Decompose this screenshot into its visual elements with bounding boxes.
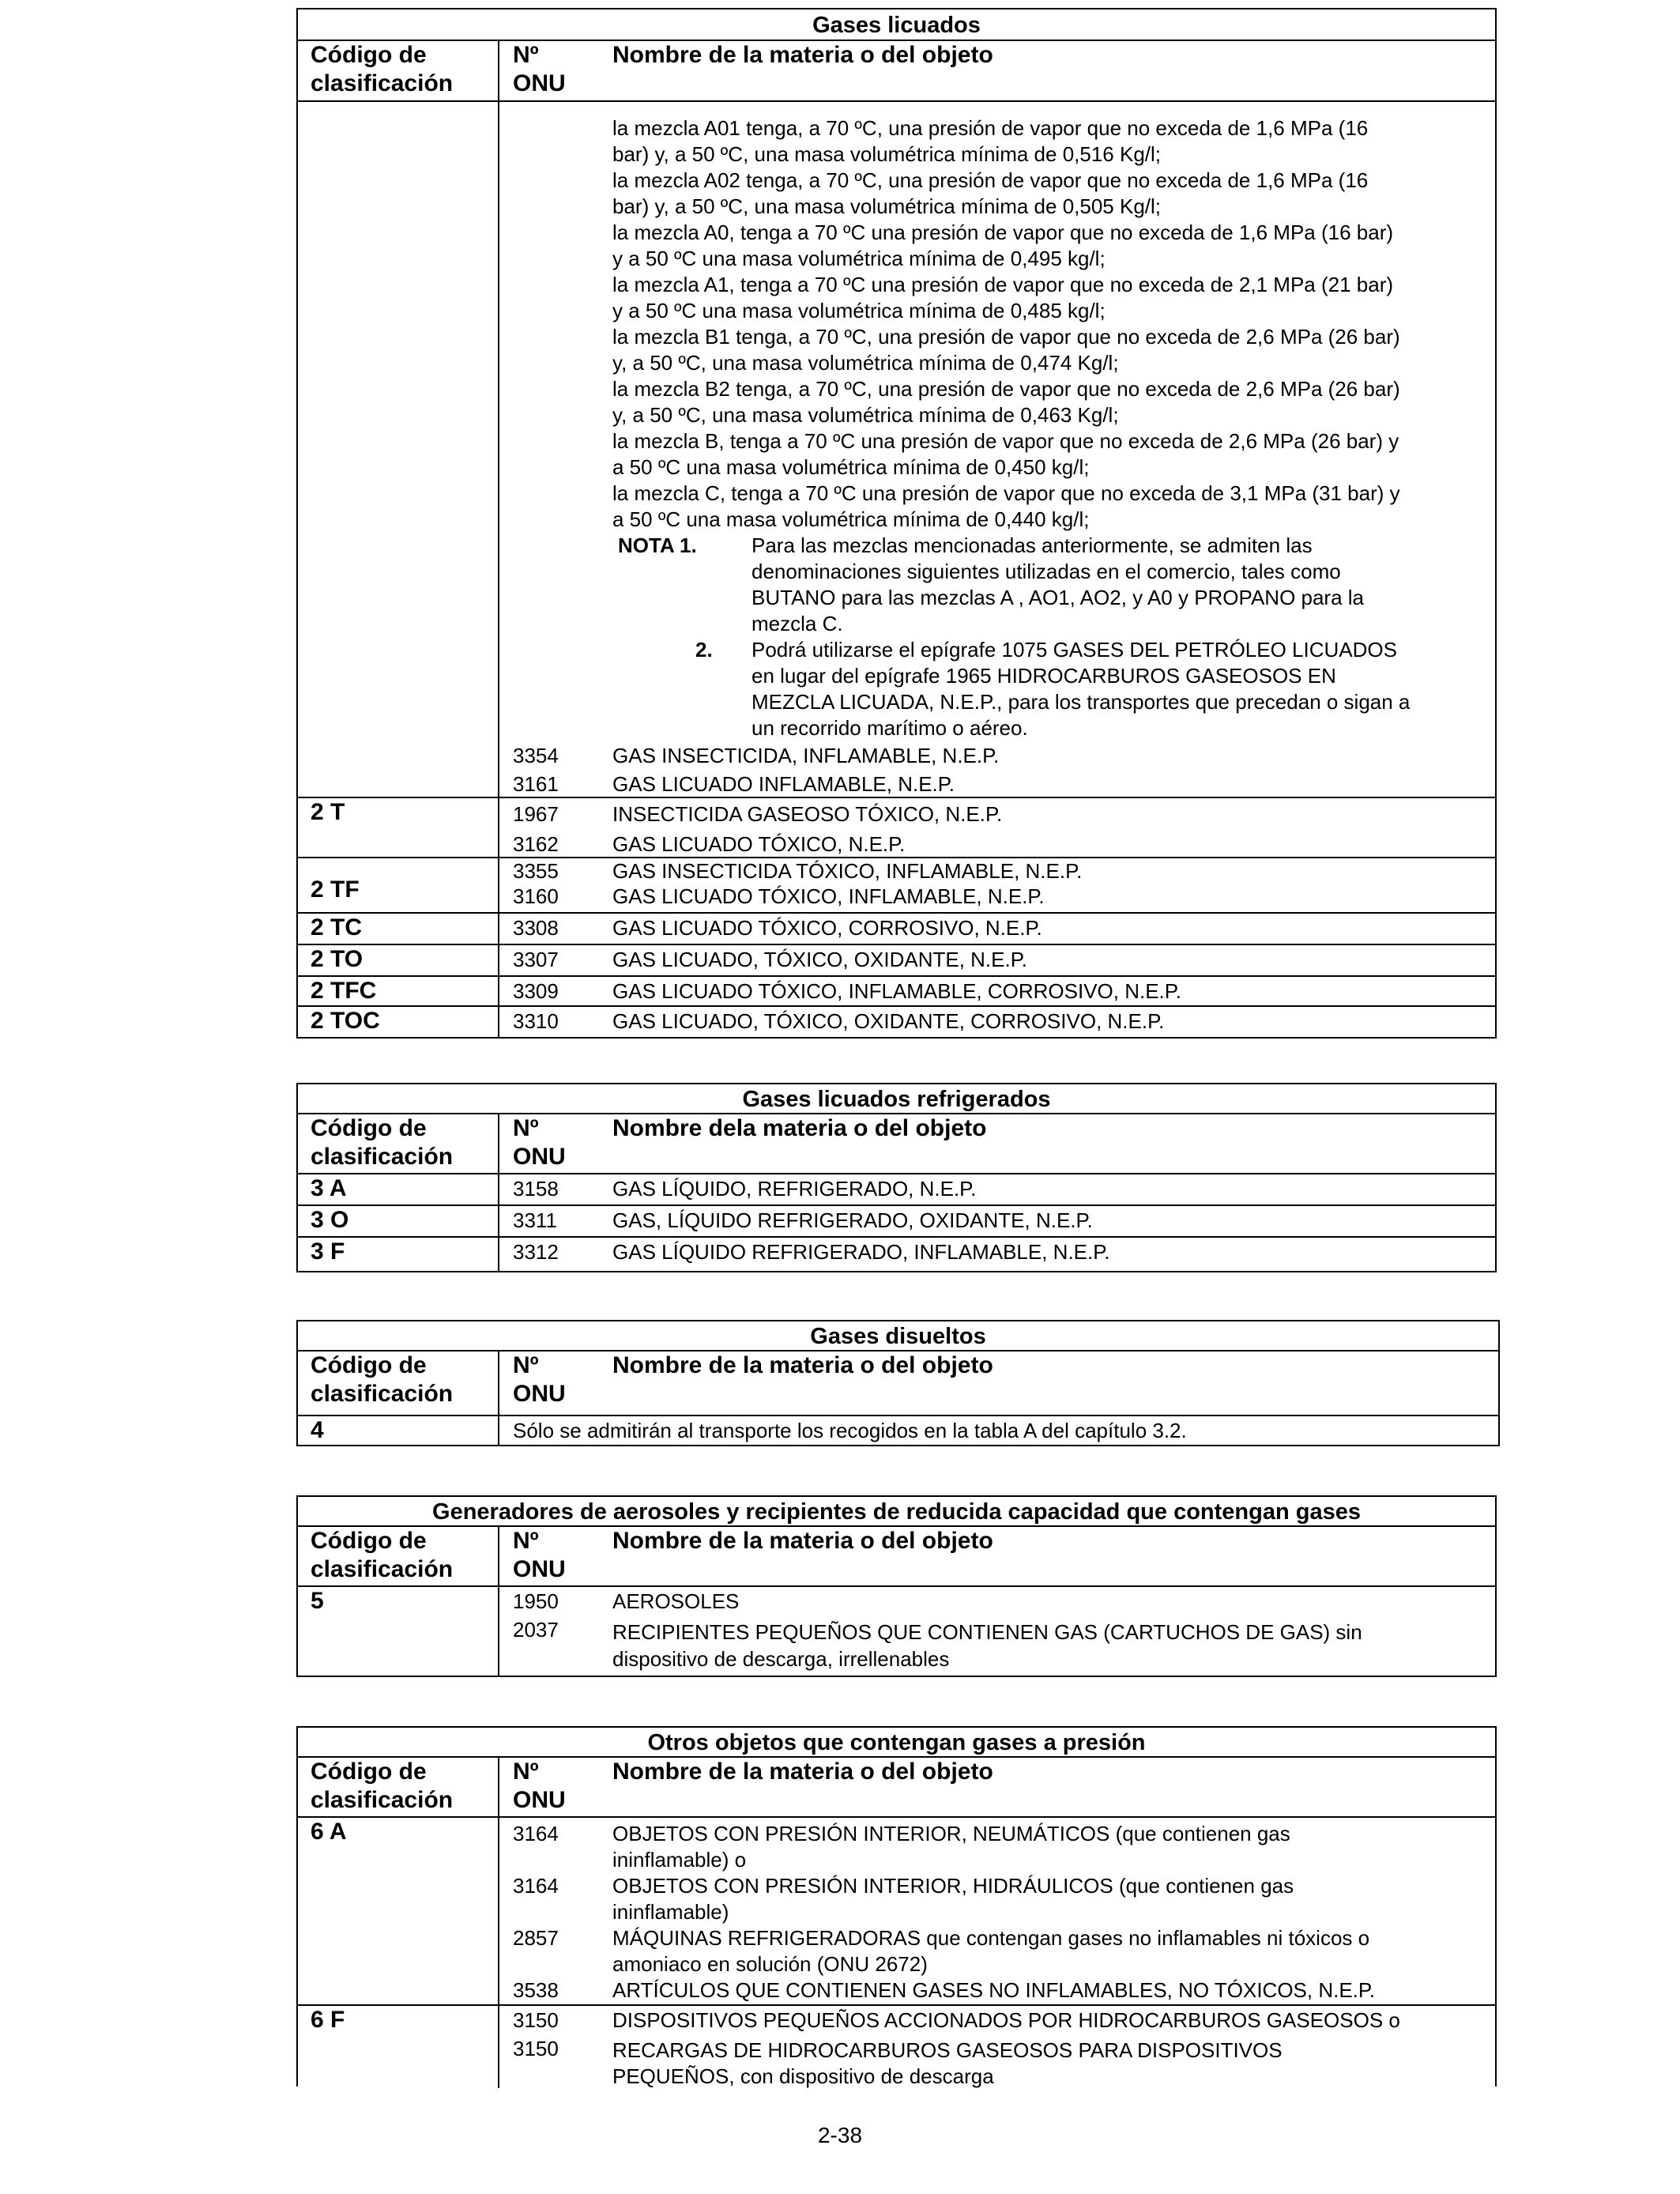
substance-name: GAS INSECTICIDA, INFLAMABLE, N.E.P. — [612, 744, 1000, 767]
table-title: Otros objetos que contengan gases a presión — [647, 1730, 1146, 1755]
header-name: Nombre de la materia o del objeto — [612, 42, 993, 68]
substance-name: ARTÍCULOS QUE CONTIENEN GASES NO INFLAMABLES, NO TÓXICOS, N.E.P. — [612, 1978, 1376, 2002]
table-aerosoles — [296, 1495, 1497, 1677]
un-number: 3160 — [513, 884, 559, 908]
substance-name: DISPOSITIVOS PEQUEÑOS ACCIONADOS POR HIDROCARBUROS GASEOSOS o — [612, 2008, 1400, 2032]
substance-name: Sólo se admitirán al transporte los recogidos en la tabla A del capítulo 3.2. — [513, 1419, 1187, 1442]
un-number: 3354 — [513, 744, 559, 767]
substance-name: GAS LICUADO TÓXICO, INFLAMABLE, N.E.P. — [612, 884, 1045, 908]
substance-name: RECIPIENTES PEQUEÑOS QUE CONTIENEN GAS (CARTUCHOS DE GAS) sin dispositivo de descarga, irrellenables — [612, 1620, 1362, 1671]
un-number: 3161 — [513, 772, 559, 796]
un-number: 1967 — [513, 802, 559, 826]
un-number: 3150 — [513, 2008, 559, 2032]
table-gases-disueltos — [296, 1320, 1500, 1446]
un-number: 3309 — [513, 979, 559, 1003]
un-number: 3162 — [513, 832, 559, 856]
un-number: 1950 — [513, 1589, 559, 1613]
substance-name: AEROSOLES — [612, 1589, 740, 1613]
header-name: Nombre dela materia o del objeto — [612, 1115, 987, 1141]
class-code: 2 T — [311, 799, 345, 825]
un-number: 2857 — [513, 1926, 559, 1950]
class-code: 6 F — [311, 2007, 345, 2033]
table-title: Gases licuados refrigerados — [742, 1087, 1051, 1112]
header-code: Código de clasificación — [311, 1115, 454, 1170]
un-number: 3307 — [513, 948, 559, 971]
class-code: 4 — [311, 1417, 324, 1443]
header-name: Nombre de la materia o del objeto — [612, 1352, 993, 1378]
class-code: 6 A — [311, 1819, 347, 1845]
table-title: Generadores de aerosoles y recipientes de reducida capacidad que contengan gases — [432, 1499, 1361, 1525]
table-gases-licuados — [296, 8, 1497, 1039]
nota-2-label: 2. — [695, 638, 713, 662]
class-code: 2 TO — [311, 946, 363, 972]
un-number: 3308 — [513, 916, 559, 940]
substance-name: INSECTICIDA GASEOSO TÓXICO, N.E.P. — [612, 802, 1003, 826]
class-code: 3 O — [311, 1207, 349, 1233]
substance-name: GAS INSECTICIDA TÓXICO, INFLAMABLE, N.E.P. — [612, 859, 1083, 883]
un-number: 3310 — [513, 1009, 559, 1033]
un-number: 3164 — [513, 1874, 559, 1898]
class-code: 3 A — [311, 1175, 347, 1201]
header-num: Nº ONU — [513, 42, 566, 96]
header-code: Código de clasificación — [311, 1528, 454, 1582]
header-code: Código de clasificación — [311, 42, 454, 96]
substance-name: GAS LÍQUIDO, REFRIGERADO, N.E.P. — [612, 1177, 977, 1201]
nota-1-text: Para las mezclas mencionadas anteriormente, se admiten las denominaciones siguientes utilizadas en el comercio, tales como BUTANO para las mezclas A , AO1, AO2, y A0 y PROPANO para la mezcla C. — [751, 533, 1365, 635]
table-gases-refrigerados — [296, 1083, 1497, 1272]
un-number: 3164 — [513, 1822, 559, 1845]
substance-name: MÁQUINAS REFRIGERADORAS que contengan gases no inflamables ni tóxicos o amoniaco en solución (ONU 2672) — [612, 1926, 1370, 1976]
un-number: 3355 — [513, 859, 559, 883]
table-title: Gases disueltos — [810, 1324, 986, 1349]
header-name: Nombre de la materia o del objeto — [612, 1528, 993, 1554]
header-code: Código de clasificación — [311, 1759, 454, 1813]
class-code: 2 TF — [311, 876, 360, 903]
un-number: 3311 — [513, 1208, 557, 1232]
header-num: Nº ONU — [513, 1759, 566, 1813]
substance-name: GAS, LÍQUIDO REFRIGERADO, OXIDANTE, N.E.P. — [612, 1208, 1093, 1232]
un-number: 3150 — [513, 2037, 559, 2060]
substance-name: OBJETOS CON PRESIÓN INTERIOR, NEUMÁTICOS (que contienen gas ininflamable) o — [612, 1822, 1290, 1872]
table-otros-objetos — [296, 1726, 1497, 2087]
header-name: Nombre de la materia o del objeto — [612, 1759, 993, 1785]
nota-1-label: NOTA 1. — [618, 533, 697, 557]
header-code: Código de clasificación — [311, 1352, 454, 1407]
table-title: Gases licuados — [812, 13, 981, 38]
un-number: 3538 — [513, 1978, 559, 2002]
un-number: 2037 — [513, 1618, 559, 1642]
substance-name: GAS LICUADO TÓXICO, INFLAMABLE, CORROSIVO, N.E.P. — [612, 979, 1181, 1003]
class-code: 5 — [311, 1588, 324, 1614]
mixture-text: la mezcla A01 tenga, a 70 ºC, una presión de vapor que no exceda de 1,6 MPa (16 bar) y, a 50 ºC, una masa volumétrica mínima de 0,516 Kg/l; la mezcla A02 tenga, a 70 ºC, una presión de vapor que no exceda de 1,6 MPa (16 bar) y, a 50 ºC, una masa volumétrica mínima de 0,505 Kg/l; la mezcla A0, tenga a 70 ºC una presión de vapor que no exceda de 1,6 MPa (16 bar) y a 50 ºC una masa volumétrica mínima de 0,495 kg/l; la mezcla A1, tenga a 70 ºC una presión de vapor que no exceda de 2,1 MPa (21 bar) y a 50 ºC una masa volumétrica mínima de 0,485 kg/l; la mezcla B1 tenga, a 70 ºC, una presión de vapor que no exceda de 2,6 MPa (26 bar) y, a 50 ºC, una masa volumétrica mínima de 0,474 Kg/l; la mezcla B2 tenga, a 70 ºC, una presión de vapor que no exceda de 2,6 MPa (26 bar) y, a 50 ºC, una masa volumétrica mínima de 0,463 Kg/l; la mezcla B, tenga a 70 ºC una presión de vapor que no exceda de 2,6 MPa (26 bar) y a 50 ºC una masa volumétrica mínima de 0,450 kg/l; la mezcla C, tenga a 70 ºC una presión de vapor que no exceda de 3,1 MPa (31 bar) y a 50 ºC una masa volumétrica mínima de 0,440 kg/l; — [612, 116, 1400, 531]
substance-name: GAS LICUADO TÓXICO, N.E.P. — [612, 832, 906, 856]
class-code: 3 F — [311, 1238, 345, 1265]
substance-name: GAS LICUADO, TÓXICO, OXIDANTE, CORROSIVO, N.E.P. — [612, 1009, 1165, 1033]
class-code: 2 TOC — [311, 1008, 380, 1034]
substance-name: GAS LICUADO, TÓXICO, OXIDANTE, N.E.P. — [612, 948, 1027, 971]
substance-name: GAS LICUADO TÓXICO, CORROSIVO, N.E.P. — [612, 916, 1042, 940]
un-number: 3312 — [513, 1240, 559, 1264]
nota-2-text: Podrá utilizarse el epígrafe 1075 GASES DEL PETRÓLEO LICUADOS en lugar del epígrafe 1965 HIDROCARBUROS GASEOSOS EN MEZCLA LICUADA, N.E.P., para los transportes que precedan o sigan a un recorrido marítimo o aéreo. — [751, 638, 1411, 740]
substance-name: OBJETOS CON PRESIÓN INTERIOR, HIDRÁULICOS (que contienen gas ininflamable) — [612, 1874, 1294, 1924]
substance-name: RECARGAS DE HIDROCARBUROS GASEOSOS PARA DISPOSITIVOS PEQUEÑOS, con dispositivo de descarga — [612, 2038, 1283, 2088]
substance-name: GAS LICUADO INFLAMABLE, N.E.P. — [612, 772, 955, 796]
class-code: 2 TFC — [311, 978, 377, 1004]
header-num: Nº ONU — [513, 1528, 566, 1582]
substance-name: GAS LÍQUIDO REFRIGERADO, INFLAMABLE, N.E.P. — [612, 1240, 1110, 1264]
header-num: Nº ONU — [513, 1115, 566, 1170]
class-code: 2 TC — [311, 914, 363, 941]
header-num: Nº ONU — [513, 1352, 566, 1407]
un-number: 3158 — [513, 1177, 559, 1201]
page-number: 2-38 — [817, 2123, 863, 2147]
